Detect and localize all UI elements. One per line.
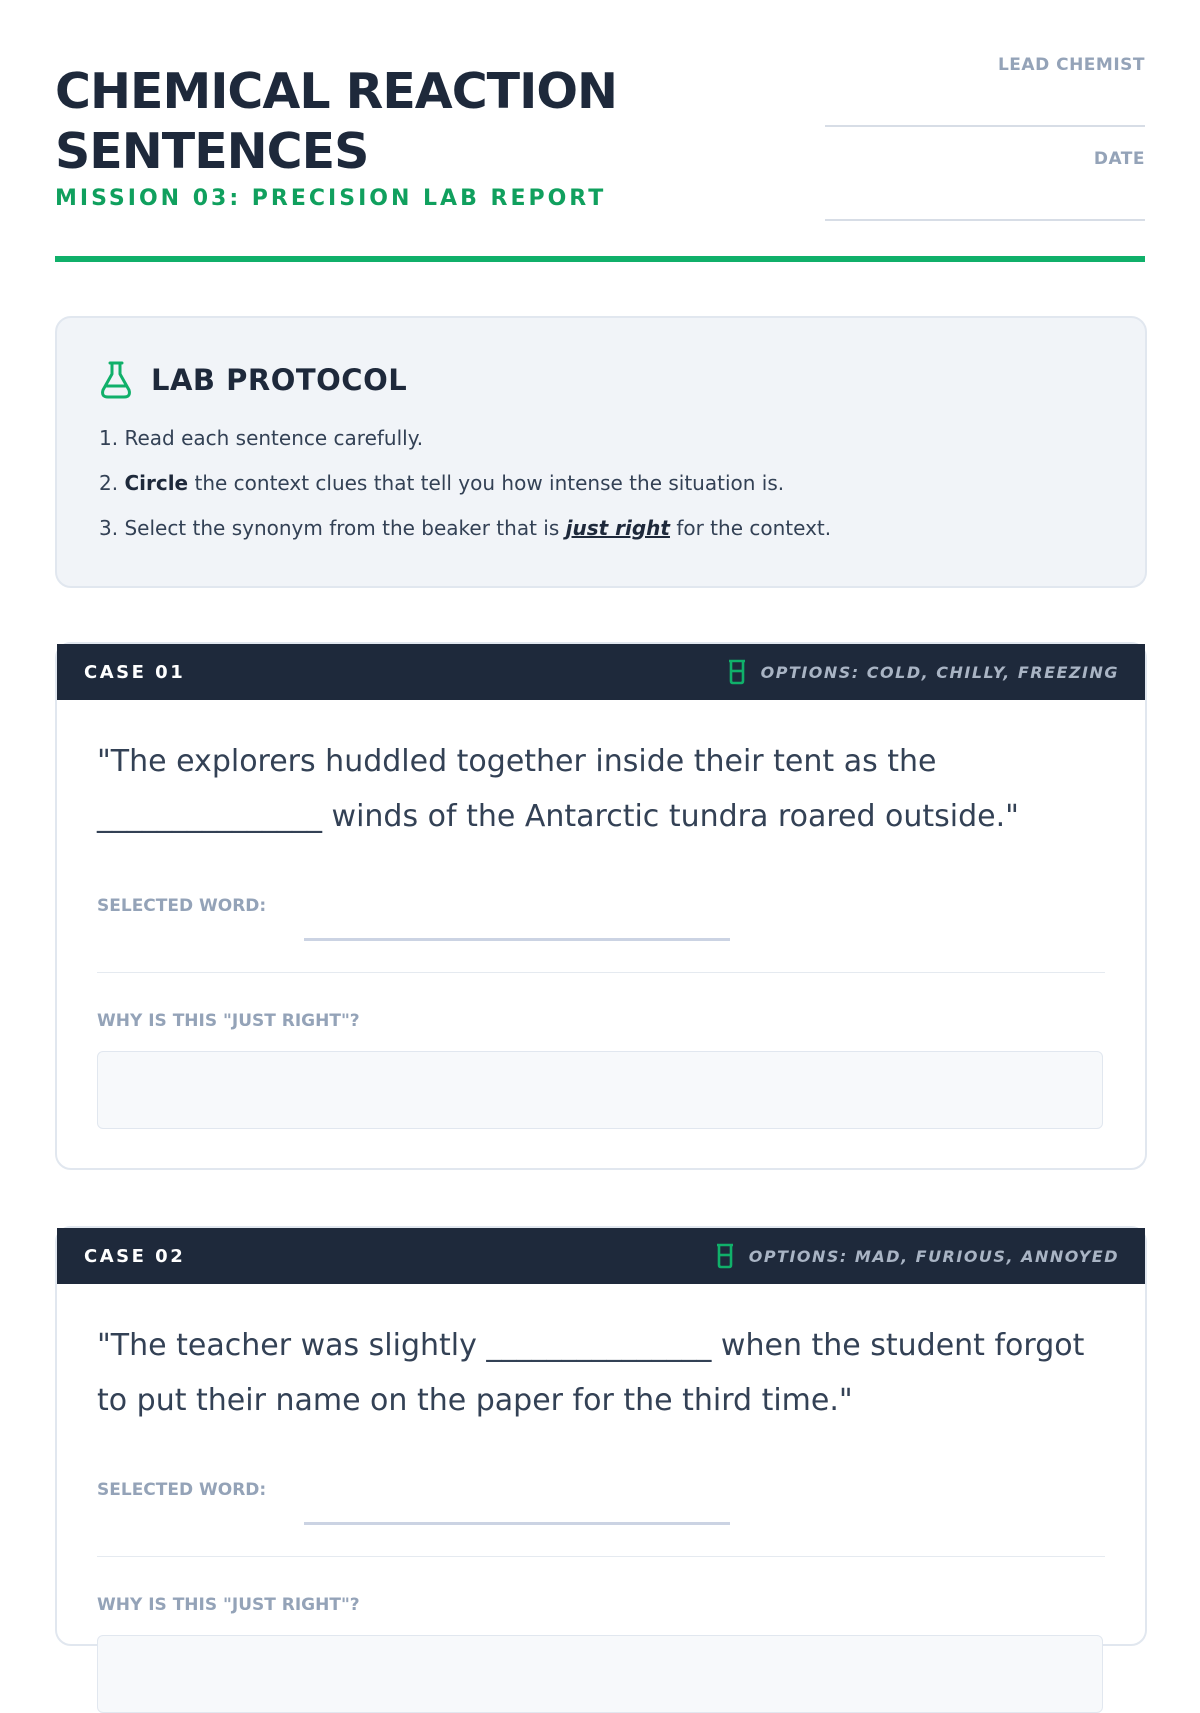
beaker-icon xyxy=(715,1243,735,1269)
why-label: WHY IS THIS "JUST RIGHT"? xyxy=(97,1595,360,1615)
why-label: WHY IS THIS "JUST RIGHT"? xyxy=(97,1011,360,1031)
date-label: DATE xyxy=(1093,149,1145,169)
case-body xyxy=(57,1284,1145,1713)
page-subtitle: MISSION 03: PRECISION LAB REPORT xyxy=(55,186,607,211)
protocol-title: LAB PROTOCOL xyxy=(151,363,408,397)
case-sentence: "The teacher was slightly _______________ when the student forgot to put their name on the paper for the third time." xyxy=(97,1328,1085,1418)
protocol-step: 2. Circle the context clues that tell you how intense the situation is. xyxy=(99,471,785,495)
protocol-header xyxy=(99,358,1103,402)
case-header xyxy=(57,644,1145,700)
why-answer-box[interactable] xyxy=(97,1635,1103,1713)
case-label: CASE 01 xyxy=(84,661,186,683)
selected-word-label: SELECTED WORD: xyxy=(97,1480,267,1500)
protocol-step: 3. Select the synonym from the beaker that is just right for the context. xyxy=(99,516,832,540)
options-text: OPTIONS: MAD, FURIOUS, ANNOYED xyxy=(748,1246,1119,1266)
protocol-step: 1. Read each sentence carefully. xyxy=(99,426,424,450)
worksheet-header xyxy=(55,0,1145,262)
date-field[interactable] xyxy=(825,149,1145,221)
flask-icon xyxy=(99,360,133,400)
case-sentence: "The explorers huddled together inside their tent as the _______________ winds of the Antarctic tundra roared outside." xyxy=(97,744,1019,834)
why-answer-box[interactable] xyxy=(97,1051,1103,1129)
selected-word-row xyxy=(97,1468,1105,1557)
lead-chemist-label: LEAD CHEMIST xyxy=(997,55,1145,75)
case-body xyxy=(57,700,1145,1129)
lab-protocol-box xyxy=(55,316,1147,588)
case-options xyxy=(727,659,1119,685)
case-card xyxy=(55,642,1147,1170)
selected-word-label: SELECTED WORD: xyxy=(97,896,267,916)
case-options xyxy=(715,1243,1119,1269)
options-text: OPTIONS: COLD, CHILLY, FREEZING xyxy=(760,662,1119,682)
case-label: CASE 02 xyxy=(84,1245,186,1267)
selected-word-row xyxy=(97,884,1105,973)
case-card xyxy=(55,1226,1147,1646)
case-header xyxy=(57,1228,1145,1284)
lead-chemist-field[interactable] xyxy=(825,55,1145,127)
beaker-icon xyxy=(727,659,747,685)
selected-word-input[interactable] xyxy=(304,1522,730,1525)
selected-word-input[interactable] xyxy=(304,938,730,941)
page-title: CHEMICAL REACTION SENTENCES xyxy=(55,63,618,180)
